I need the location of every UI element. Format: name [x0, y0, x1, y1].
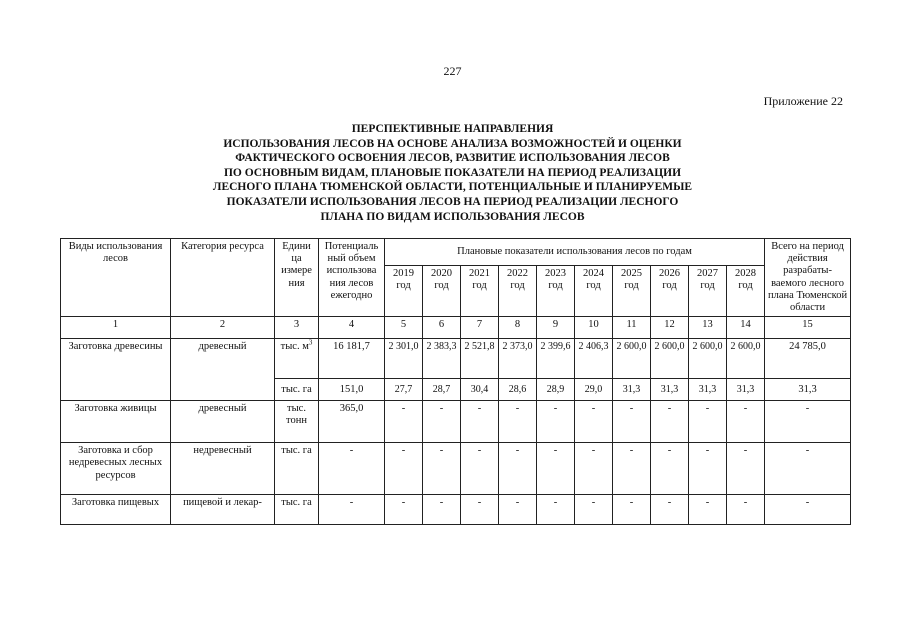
page-number: 227 [443, 64, 462, 78]
header-kind: Виды использования лесов [61, 239, 171, 317]
title-line: ПЕРСПЕКТИВНЫЕ НАПРАВЛЕНИЯ [351, 123, 554, 135]
header-category: Категория ресурса [171, 239, 275, 317]
year-value: - [651, 401, 689, 443]
year-value: - [689, 443, 727, 495]
row-unit: тыс. га [275, 495, 319, 525]
year-value: - [499, 495, 537, 525]
row-kind: Заготовка и сбор недревесных лесных ресурсов [61, 443, 171, 495]
header-year: 2021 год [461, 266, 499, 317]
table-row [61, 401, 851, 443]
row-category: древесный [171, 339, 275, 401]
column-number: 11 [613, 317, 651, 339]
unit-text: тыс. м [280, 341, 309, 353]
row-unit [275, 339, 319, 379]
column-number: 3 [275, 317, 319, 339]
year-value: - [461, 495, 499, 525]
column-number: 14 [727, 317, 765, 339]
year-value: - [575, 495, 613, 525]
year-value: 31,3 [613, 379, 651, 401]
row-category: недревесный [171, 443, 275, 495]
forest-use-plan-table [60, 238, 851, 525]
year-value: - [727, 495, 765, 525]
year-value: 2 399,6 [537, 339, 575, 379]
row-potential: 365,0 [319, 401, 385, 443]
year-value: 31,3 [689, 379, 727, 401]
year-value: 2 406,3 [575, 339, 613, 379]
year-value: - [575, 401, 613, 443]
year-value: - [651, 443, 689, 495]
year-value: - [423, 495, 461, 525]
year-value: 2 600,0 [613, 339, 651, 379]
appendix-label: Приложение 22 [763, 94, 843, 108]
column-number: 13 [689, 317, 727, 339]
table-row [61, 495, 851, 525]
unit-superscript: 3 [308, 338, 313, 347]
column-number: 4 [319, 317, 385, 339]
row-potential: - [319, 443, 385, 495]
year-value: 30,4 [461, 379, 499, 401]
year-value: - [689, 495, 727, 525]
year-value: - [423, 443, 461, 495]
year-value: 29,0 [575, 379, 613, 401]
year-value: 2 600,0 [727, 339, 765, 379]
header-year: 2023 год [537, 266, 575, 317]
column-numbers-row [61, 317, 851, 339]
column-number: 1 [61, 317, 171, 339]
column-number: 15 [765, 317, 851, 339]
row-unit: тыс. га [275, 379, 319, 401]
table-row [61, 339, 851, 379]
year-value: 31,3 [651, 379, 689, 401]
year-value: - [613, 495, 651, 525]
header-year: 2028 год [727, 266, 765, 317]
year-value: - [499, 401, 537, 443]
year-value: 31,3 [727, 379, 765, 401]
row-category: древесный [171, 401, 275, 443]
row-potential: - [319, 495, 385, 525]
row-total: 24 785,0 [765, 339, 851, 379]
row-kind: Заготовка живицы [61, 401, 171, 443]
header-year: 2020 год [423, 266, 461, 317]
year-value: - [461, 443, 499, 495]
row-total: - [765, 401, 851, 443]
header-total: Всего на период действия разрабаты- ваемого лесного плана Тюменской области [765, 239, 851, 317]
header-plan: Плановые показатели использования лесов по годам [385, 239, 765, 266]
year-value: - [499, 443, 537, 495]
column-number: 9 [537, 317, 575, 339]
column-number: 8 [499, 317, 537, 339]
year-value: 2 600,0 [651, 339, 689, 379]
year-value: - [385, 443, 423, 495]
document-title [150, 122, 755, 224]
year-value: - [537, 495, 575, 525]
row-potential: 151,0 [319, 379, 385, 401]
year-value: - [575, 443, 613, 495]
header-year: 2022 год [499, 266, 537, 317]
row-total: - [765, 495, 851, 525]
header-year: 2019 год [385, 266, 423, 317]
year-value: 27,7 [385, 379, 423, 401]
header-row [61, 239, 851, 266]
title-line: ЛЕСНОГО ПЛАНА ТЮМЕНСКОЙ ОБЛАСТИ, ПОТЕНЦИАЛЬНЫЕ И ПЛАНИРУЕМЫЕ [212, 181, 693, 194]
title-line: ПОКАЗАТЕЛИ ИСПОЛЬЗОВАНИЯ ЛЕСОВ НА ПЕРИОД РЕАЛИЗАЦИИ ЛЕСНОГО [226, 195, 679, 208]
year-value: - [613, 443, 651, 495]
year-value: 2 383,3 [423, 339, 461, 379]
year-value: 2 600,0 [689, 339, 727, 379]
year-value: - [385, 401, 423, 443]
header-year: 2024 год [575, 266, 613, 317]
year-value: 28,9 [537, 379, 575, 401]
year-value: - [727, 443, 765, 495]
row-unit: тыс. тонн [275, 401, 319, 443]
column-number: 10 [575, 317, 613, 339]
header-year: 2025 год [613, 266, 651, 317]
row-potential: 16 181,7 [319, 339, 385, 379]
year-value: - [537, 443, 575, 495]
year-value: - [423, 401, 461, 443]
year-value: - [727, 401, 765, 443]
header-year: 2027 год [689, 266, 727, 317]
column-number: 7 [461, 317, 499, 339]
row-total: 31,3 [765, 379, 851, 401]
header-unit: Едини ца измере ния [275, 239, 319, 317]
title-line: ИСПОЛЬЗОВАНИЯ ЛЕСОВ НА ОСНОВЕ АНАЛИЗА ВОЗМОЖНОСТЕЙ И ОЦЕНКИ [223, 137, 682, 150]
year-value: - [613, 401, 651, 443]
year-value: 2 301,0 [385, 339, 423, 379]
title-line: ПЛАНА ПО ВИДАМ ИСПОЛЬЗОВАНИЯ ЛЕСОВ [320, 210, 585, 223]
year-value: 2 373,0 [499, 339, 537, 379]
header-potential: Потенциаль ный объем использова ния лесов ежегодно [319, 239, 385, 317]
year-value: 2 521,8 [461, 339, 499, 379]
table-row [61, 443, 851, 495]
year-value: - [461, 401, 499, 443]
title-line: ПО ОСНОВНЫМ ВИДАМ, ПЛАНОВЫЕ ПОКАЗАТЕЛИ НА ПЕРИОД РЕАЛИЗАЦИИ [223, 166, 682, 179]
row-kind: Заготовка древесины [61, 339, 171, 401]
year-value: - [385, 495, 423, 525]
column-number: 12 [651, 317, 689, 339]
year-value: 28,6 [499, 379, 537, 401]
row-category: пищевой и лекар- [171, 495, 275, 525]
column-number: 2 [171, 317, 275, 339]
row-total: - [765, 443, 851, 495]
column-number: 6 [423, 317, 461, 339]
header-year: 2026 год [651, 266, 689, 317]
column-number: 5 [385, 317, 423, 339]
row-unit: тыс. га [275, 443, 319, 495]
year-value: - [689, 401, 727, 443]
title-line: ФАКТИЧЕСКОГО ОСВОЕНИЯ ЛЕСОВ, РАЗВИТИЕ ИСПОЛЬЗОВАНИЯ ЛЕСОВ [235, 152, 670, 165]
year-value: 28,7 [423, 379, 461, 401]
year-value: - [537, 401, 575, 443]
year-value: - [651, 495, 689, 525]
row-kind: Заготовка пищевых [61, 495, 171, 525]
